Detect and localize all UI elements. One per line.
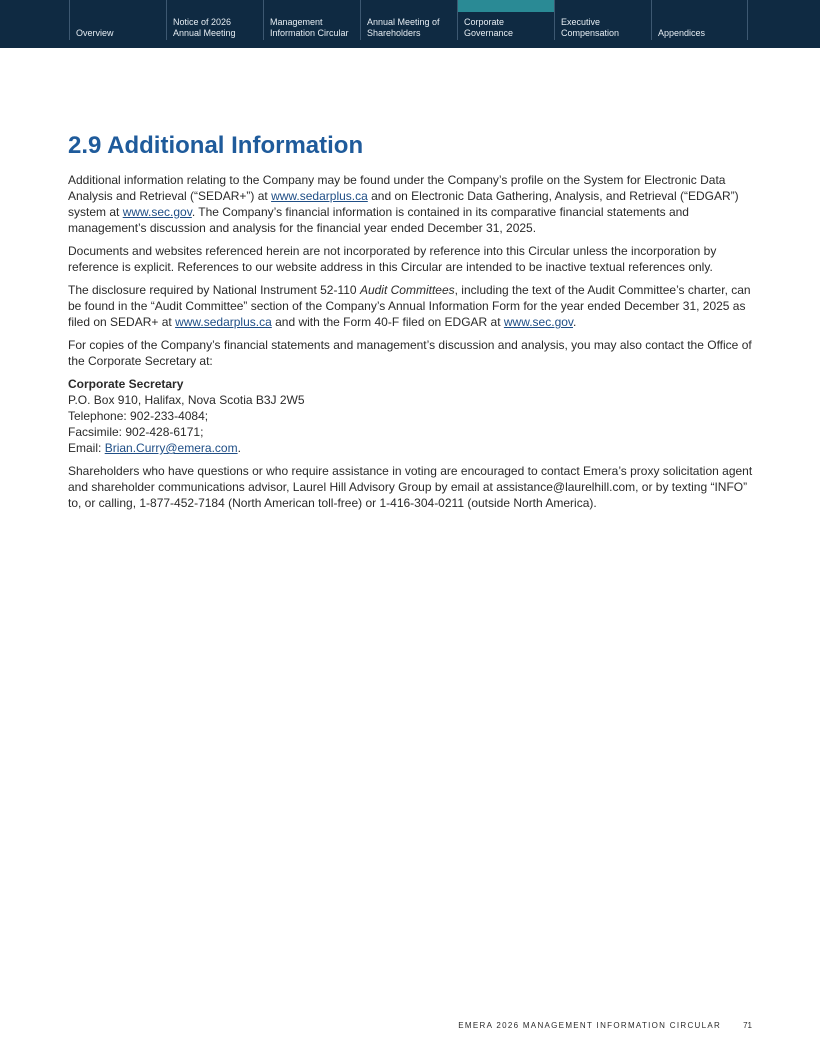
- contact-name: Corporate Secretary: [68, 377, 184, 391]
- tab-notice-of-annual-meeting[interactable]: [166, 0, 263, 40]
- contact-address: P.O. Box 910, Halifax, Nova Scotia B3J 2W5: [68, 393, 305, 407]
- italic-title: Audit Committees: [359, 283, 455, 297]
- text: Additional information relating to the Company may be found under the Company’s profile on the System for Electronic Data Analysis and Retrieval (“SEDAR+”) at: [68, 173, 726, 203]
- nav-spacer: [0, 0, 69, 48]
- text: , including the text of the Audit Committee’s charter, can be found in the “Audit Committee” section of the Company’s Annual Information Form for the year ended December 31, 2025 as filed on SEDAR+ at: [68, 283, 751, 329]
- paragraph-references: Documents and websites referenced herein are not incorporated by reference into this Circular unless the incorporation by reference is explicit. References to our website address in this Circular are intended to be inactive textual references only.: [68, 244, 717, 274]
- contact-block: [68, 376, 754, 456]
- paragraph-copies: For copies of the Company’s financial statements and management’s discussion and analysis, you may also contact the Office of the Corporate Secretary at:: [68, 338, 752, 368]
- tab-overview[interactable]: [69, 0, 166, 40]
- tab-management-information-circular[interactable]: [263, 0, 360, 40]
- tab-label: Notice of 2026 Annual Meeting: [173, 17, 236, 38]
- tab-corporate-governance[interactable]: [457, 0, 554, 40]
- contact-telephone: Telephone: 902-233-4084;: [68, 409, 209, 423]
- section-heading: 2.9 Additional Information: [68, 132, 364, 159]
- email-suffix: .: [237, 441, 241, 455]
- paragraph-proxy-solicitation: Shareholders who have questions or who require assistance in voting are encouraged to contact Emera’s proxy solicitation agent and shareholder communications advisor, Laurel Hill Advisory Group by email at assistance@laurelhill.com, or by texting “INFO” to, or calling, 1-877-452-7184 (North American toll-free) or 1-416-304-0211 (outside North America).: [68, 464, 753, 510]
- page-number: 71: [743, 1021, 752, 1030]
- contact-facsimile: Facsimile: 902-428-6171;: [68, 425, 204, 439]
- text: The disclosure required by National Instrument 52-110: [68, 283, 360, 297]
- paragraph-additional-info: [68, 172, 754, 236]
- active-tab-indicator: [458, 0, 554, 12]
- main-content: [68, 130, 754, 518]
- text: .: [573, 315, 577, 329]
- sedarplus-link[interactable]: www.sedarplus.ca: [175, 315, 272, 329]
- text: and on Electronic Data Gathering, Analysis, and Retrieval (“EDGAR”) system at: [68, 189, 739, 219]
- text: and with the Form 40-F filed on EDGAR at: [271, 315, 504, 329]
- text: . The Company’s financial information is contained in its comparative financial statements and management’s discussion and analysis for the financial year ended December 31, 2025.: [68, 205, 689, 235]
- tab-label: Annual Meeting of Shareholders: [367, 17, 440, 38]
- tab-appendices[interactable]: [651, 0, 748, 40]
- footer-title: EMERA 2026 MANAGEMENT INFORMATION CIRCULAR: [458, 1021, 722, 1030]
- top-navigation: [0, 0, 820, 48]
- tab-label: Overview: [76, 28, 114, 38]
- tab-label: Appendices: [658, 28, 706, 38]
- tab-label: Executive Compensation: [561, 17, 620, 38]
- tab-label: Management Information Circular: [270, 17, 349, 38]
- email-link[interactable]: Brian.Curry@emera.com: [104, 441, 238, 455]
- sec-gov-link[interactable]: www.sec.gov: [122, 205, 192, 219]
- tab-annual-meeting-of-shareholders[interactable]: [360, 0, 457, 40]
- paragraph-audit-committee: [68, 282, 754, 330]
- contact-email-line: [68, 440, 754, 456]
- tab-label: Corporate Governance: [464, 17, 514, 38]
- page-footer: [458, 1021, 752, 1030]
- email-prefix: Email:: [68, 441, 105, 455]
- sec-gov-link[interactable]: www.sec.gov: [503, 315, 574, 329]
- sedarplus-link[interactable]: www.sedarplus.ca: [271, 189, 368, 203]
- tab-executive-compensation[interactable]: [554, 0, 651, 40]
